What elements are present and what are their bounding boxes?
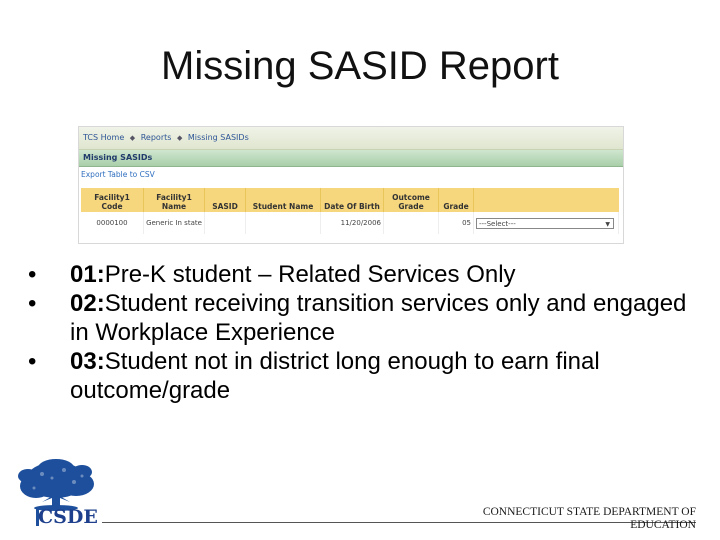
list-item [24, 289, 704, 347]
breadcrumb-reports-link[interactable]: Reports [140, 133, 172, 142]
col-sasid[interactable]: SASID [205, 188, 246, 212]
grade-dropdown[interactable] [476, 218, 614, 229]
department-name [452, 506, 696, 532]
bullet-icon: • [28, 261, 37, 288]
col-outcome-grade[interactable]: Outcome Grade [384, 188, 439, 212]
cell-dob: 11/20/2006 [321, 212, 384, 234]
cell-facility-name: Generic In state [144, 212, 205, 234]
grade-dropdown-value: ---Select--- [479, 219, 516, 228]
bullet-icon: • [28, 290, 37, 317]
bullet-icon: • [28, 348, 37, 375]
col-grade-select [474, 188, 619, 212]
breadcrumb-arrow-icon: ◆ [176, 134, 183, 142]
list-item [24, 260, 704, 289]
missing-sasids-screenshot [78, 126, 624, 244]
department-name-text: CONNECTICUT STATE DEPARTMENT OF EDUCATION [482, 506, 696, 531]
list-item [24, 347, 704, 405]
table-header-row [81, 188, 619, 212]
breadcrumb-home-link[interactable]: TCS Home [83, 133, 125, 142]
outcome-code: 02: [70, 290, 105, 317]
cell-facility-code: 0000100 [81, 212, 144, 234]
outcome-description: Pre-K student – Related Services Only [104, 261, 516, 288]
section-header: Missing SASIDs [79, 150, 623, 167]
col-student-name[interactable]: Student Name [246, 188, 321, 212]
slide-title: Missing SASID Report [161, 44, 559, 88]
cell-grade-select [474, 212, 619, 234]
col-facility-name[interactable]: Facility1 Name [144, 188, 205, 212]
col-facility-code[interactable]: Facility1 Code [81, 188, 144, 212]
outcome-description: Student receiving transition services only and engaged in Workplace Experience [70, 290, 687, 346]
outcome-code-list [24, 260, 704, 405]
breadcrumb-arrow-icon: ◆ [129, 134, 136, 142]
outcome-code: 01: [70, 261, 105, 288]
cell-blank [384, 212, 439, 234]
cell-student-name [246, 212, 321, 234]
table-row [81, 212, 619, 234]
outcome-description: Student not in district long enough to earn final outcome/grade [70, 348, 600, 404]
chevron-down-icon: ▼ [605, 220, 610, 228]
cell-sasid [205, 212, 246, 234]
cell-grade: 05 [439, 212, 474, 234]
missing-sasids-table [81, 188, 619, 234]
col-grade[interactable]: Grade [439, 188, 474, 212]
outcome-code: 03: [70, 348, 105, 375]
export-csv-link[interactable]: Export Table to CSV [81, 170, 155, 179]
csde-logo-text: CSDE [38, 506, 98, 528]
breadcrumb [79, 127, 623, 150]
breadcrumb-current: Missing SASIDs [187, 133, 249, 142]
col-date-of-birth[interactable]: Date Of Birth [321, 188, 384, 212]
